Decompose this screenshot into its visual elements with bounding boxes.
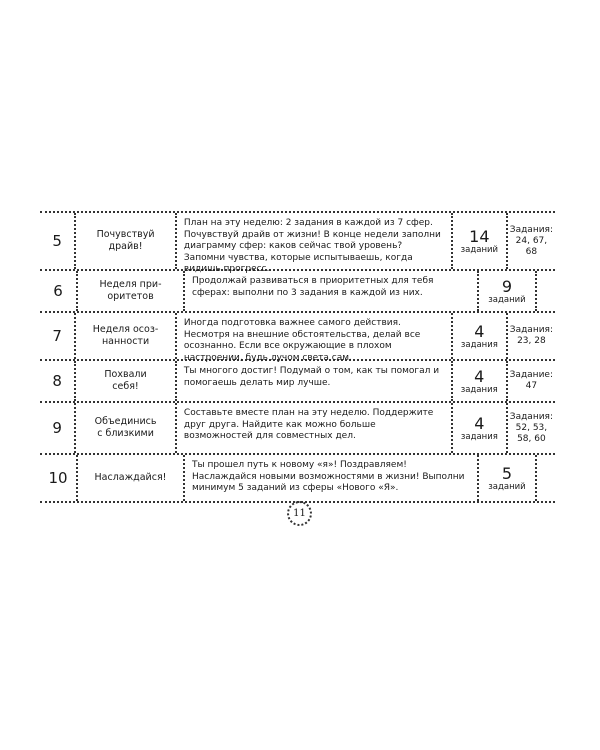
task-count bbox=[451, 403, 506, 453]
task-references: Задание: 47 bbox=[506, 361, 555, 401]
task-count-number: 4 bbox=[474, 366, 485, 386]
week-title: Неделя осоз- нанности bbox=[74, 313, 175, 359]
week-description: Ты прошел путь к новому «я»! Поздравляем! Наслаждайся новыми возможностями в жизни! Выполни минимум 5 заданий из сферы «Нового «Я». bbox=[183, 455, 477, 501]
task-count bbox=[451, 213, 506, 269]
table-row bbox=[40, 311, 555, 363]
task-references bbox=[535, 455, 555, 501]
task-count bbox=[451, 313, 506, 359]
table-row bbox=[40, 453, 555, 503]
week-number: 10 bbox=[48, 469, 68, 487]
week-description: Составьте вместе план на эту неделю. Поддержите друг друга. Найдите как можно больше возможностей для совместных дел. bbox=[175, 403, 451, 453]
week-title: Похвали себя! bbox=[74, 361, 175, 401]
task-count-number: 9 bbox=[501, 276, 513, 296]
week-number: 8 bbox=[52, 372, 62, 390]
task-count-unit: задания bbox=[460, 339, 498, 350]
task-count-number: 14 bbox=[469, 226, 490, 246]
table-row bbox=[40, 401, 555, 453]
task-count bbox=[477, 455, 535, 501]
task-count-number: 4 bbox=[474, 413, 485, 433]
week-description: Ты многого достиг! Подумай о том, как ты помогал и помогаешь делать мир лучше. bbox=[175, 361, 451, 401]
task-count-number: 5 bbox=[501, 463, 513, 483]
page-number: 11 bbox=[287, 501, 312, 526]
task-count-unit: задания bbox=[460, 431, 498, 442]
week-description: Иногда подготовка важнее самого действия. Несмотря на внешние обстоятельства, делай все осознанно. Если все окружающие в плохом настроении, будь лучом света сам. bbox=[175, 313, 451, 359]
week-number: 7 bbox=[52, 327, 62, 345]
task-references: Задания: 52, 53, 58, 60 bbox=[506, 403, 555, 453]
table-row bbox=[40, 269, 555, 311]
week-description: Продолжай развиваться в приоритетных для тебя сферах: выполни по 3 задания в каждой из них. bbox=[183, 271, 477, 311]
week-number: 5 bbox=[52, 232, 62, 250]
weekly-plan-table bbox=[40, 211, 555, 503]
week-number: 9 bbox=[52, 419, 62, 437]
task-count bbox=[451, 361, 506, 401]
task-count-unit: заданий bbox=[460, 244, 499, 255]
week-title: Неделя при- оритетов bbox=[76, 271, 183, 311]
task-references: Задания: 23, 28 bbox=[506, 313, 555, 359]
task-count-unit: заданий bbox=[488, 481, 526, 492]
week-title: Почувствуй драйв! bbox=[74, 213, 175, 269]
task-references bbox=[535, 271, 555, 311]
task-count-unit: заданий bbox=[488, 294, 526, 305]
task-count-number: 4 bbox=[474, 321, 485, 341]
week-title: Наслаждайся! bbox=[76, 455, 183, 501]
week-number: 6 bbox=[53, 282, 63, 300]
table-row bbox=[40, 211, 555, 274]
week-description: План на эту неделю: 2 задания в каждой из 7 сфер. Почувствуй драйв от жизни! В конце недели заполни диаграмму сфер: каков сейчас твой уровень? Запомни чувства, которые испытываешь, когда видишь прогресс. bbox=[175, 213, 451, 269]
task-references: Задания: 24, 67, 68 bbox=[506, 213, 555, 269]
table-row bbox=[40, 359, 555, 401]
week-title: Объединись с близкими bbox=[74, 403, 175, 453]
task-count bbox=[477, 271, 535, 311]
task-count-unit: задания bbox=[460, 384, 498, 395]
